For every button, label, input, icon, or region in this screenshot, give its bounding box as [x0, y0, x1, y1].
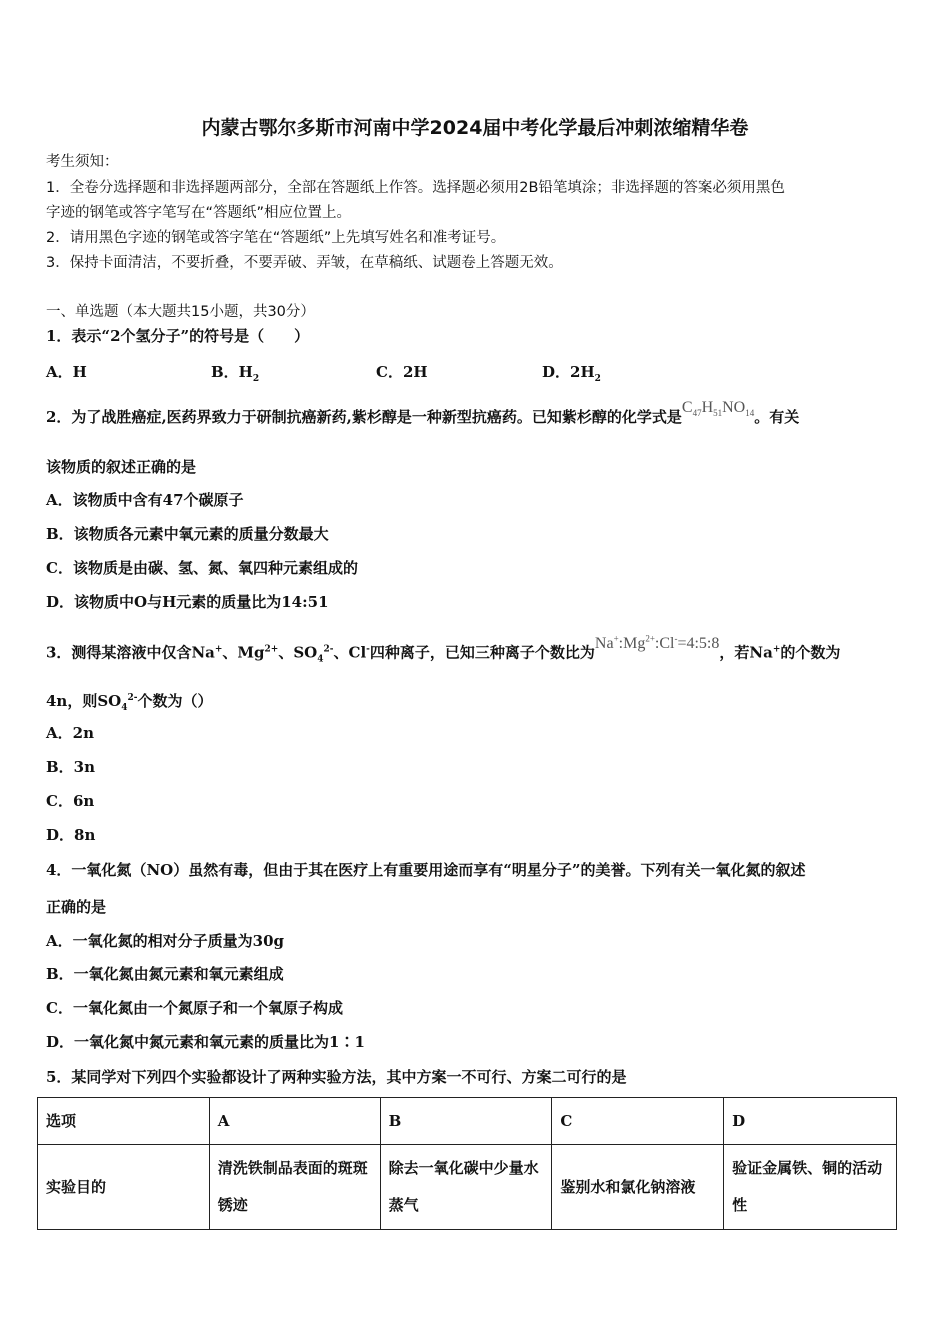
q1-option-a: A．H	[46, 363, 87, 381]
q2-formula-c-n: 47	[692, 408, 702, 419]
q5-header-cell: A	[209, 1098, 380, 1145]
q3-ratio-cl: :Cl	[654, 635, 675, 653]
q3-s6: ，若Na	[719, 643, 773, 662]
q3-option-a: A．2n	[46, 724, 94, 742]
q2-stem	[46, 399, 800, 433]
q3-s1: 3．测得某溶液中仅含Na	[46, 643, 215, 662]
q2-stem-a: 2．为了战胜癌症,医药界致力于研制抗癌新药,紫杉醇是一种新型抗癌药。已知紫杉醇的化学式是	[46, 408, 682, 426]
q3-ratio-na: Na	[594, 635, 614, 653]
q2-formula-o-n: 14	[745, 408, 755, 419]
q3-s4: 、Cl	[333, 643, 367, 662]
q2-formula-no: NO	[722, 399, 746, 416]
q1-stem: 1．表示“2个氢分子”的符号是（ ）	[46, 327, 310, 345]
q3-stem-2	[46, 688, 213, 718]
q2-formula	[681, 399, 755, 419]
q2-stem-c: 该物质的叙述正确的是	[46, 458, 197, 476]
notice-line-1: 1．全卷分选择题和非选择题两部分，全部在答题纸上作答。选择题必须用2B铅笔填涂；非选择题的答案必须用黑色	[46, 180, 785, 196]
q4-stem-a: 4．一氧化氮（NO）虽然有毒，但由于其在医疗上有重要用途而享有“明星分子”的美誉。下列有关一氧化氮的叙述	[46, 861, 806, 879]
q3-ratio-mg: :Mg	[618, 635, 646, 653]
q3-s6-sup: +	[772, 644, 781, 655]
q5-row-label: 实验目的	[38, 1145, 210, 1230]
notice-heading: 考生须知：	[46, 154, 119, 170]
q3-s8: 4n，则SO	[46, 692, 122, 710]
page-title: 内蒙古鄂尔多斯市河南中学2024届中考化学最后冲刺浓缩精华卷	[201, 117, 749, 139]
q5-cell: 鉴别水和氯化钠溶液	[552, 1145, 724, 1230]
q5-cell: 验证金属铁、铜的活动性	[724, 1145, 897, 1230]
q5-cell: 清洗铁制品表面的斑斑锈迹	[209, 1145, 380, 1230]
q3-ratio-end: =4:5:8	[677, 635, 720, 653]
section-heading: 一、单选题（本大题共15小题，共30分）	[46, 304, 315, 320]
q3-s8-sup: 2-	[127, 693, 138, 703]
q3-ratio	[595, 635, 719, 652]
q5-table	[37, 1097, 897, 1230]
notice-line-1b: 字迹的钢笔或答字笔写在“答题纸”相应位置上。	[46, 205, 352, 221]
q3-s2-sup: 2+	[264, 644, 279, 655]
q3-option-b: B．3n	[46, 758, 96, 776]
q4-stem-b: 正确的是	[46, 898, 107, 916]
q3-s3: 、SO	[278, 643, 318, 662]
q3-s8-sub: 4	[121, 703, 128, 713]
q2-option-c: C．该物质是由碳、氢、氮、氧四种元素组成的	[46, 559, 358, 577]
q3-option-d: D．8n	[46, 826, 96, 844]
q3-ratio-na-sup: +	[613, 634, 619, 644]
q1-option-d	[542, 361, 601, 384]
q3-ratio-mg-sup: 2+	[645, 634, 655, 644]
q5-header-cell: B	[380, 1098, 552, 1145]
q5-header-cell: C	[552, 1098, 724, 1145]
q2-option-a: A．该物质中含有47个碳原子	[46, 491, 244, 509]
q3-s4-sup: -	[366, 644, 370, 655]
q3-s2: 、Mg	[222, 643, 265, 662]
q2-formula-h: H	[701, 399, 714, 416]
q2-formula-c: C	[681, 399, 693, 416]
q1-option-b	[211, 361, 259, 384]
q3-stem	[46, 634, 841, 669]
q3-s9: 个数为（）	[137, 692, 213, 710]
q4-option-a: A．一氧化氮的相对分子质量为30g	[46, 932, 285, 950]
q3-ratio-cl-sup: -	[674, 634, 678, 644]
q5-header-cell: 选项	[38, 1098, 210, 1145]
q2-formula-h-n: 51	[713, 408, 723, 419]
q5-cell: 除去一氧化碳中少量水蒸气	[380, 1145, 552, 1230]
q5-table-header-row	[38, 1098, 897, 1145]
q3-s7: 的个数为	[780, 643, 841, 662]
q2-stem-b: 。有关	[754, 408, 800, 426]
notice-line-3: 3．保持卡面清洁，不要折叠，不要弄破、弄皱，在草稿纸、试题卷上答题无效。	[46, 255, 563, 271]
q4-option-c: C．一氧化氮由一个氮原子和一个氧原子构成	[46, 999, 343, 1017]
q4-option-b: B．一氧化氮由氮元素和氧元素组成	[46, 965, 284, 983]
notice-line-2: 2．请用黑色字迹的钢笔或答字笔在“答题纸”上先填写姓名和准考证号。	[46, 230, 506, 246]
q5-header-cell: D	[724, 1098, 897, 1145]
q2-option-b: B．该物质各元素中氧元素的质量分数最大	[46, 525, 329, 543]
q1-option-b-sub: 2	[252, 374, 260, 384]
q1-option-b-text: B．H	[211, 363, 253, 381]
q1-option-d-sub: 2	[594, 374, 601, 384]
q5-stem: 5．某同学对下列四个实验都设计了两种实验方法，其中方案一不可行、方案二可行的是	[46, 1068, 627, 1086]
q3-s3-sub: 4	[317, 654, 324, 665]
q3-s3-sup: 2-	[323, 644, 334, 655]
q3-s5: 四种离子，已知三种离子个数比为	[369, 643, 595, 662]
q3-option-c: C．6n	[46, 792, 95, 810]
q4-option-d: D．一氧化氮中氮元素和氧元素的质量比为1∶1	[46, 1033, 365, 1051]
q1-option-d-text: D．2H	[542, 363, 595, 381]
q1-option-c: C．2H	[376, 363, 428, 381]
q3-s1-sup: +	[214, 644, 223, 655]
q5-table-row	[38, 1145, 897, 1230]
q2-option-d: D．该物质中O与H元素的质量比为14:51	[46, 593, 329, 611]
